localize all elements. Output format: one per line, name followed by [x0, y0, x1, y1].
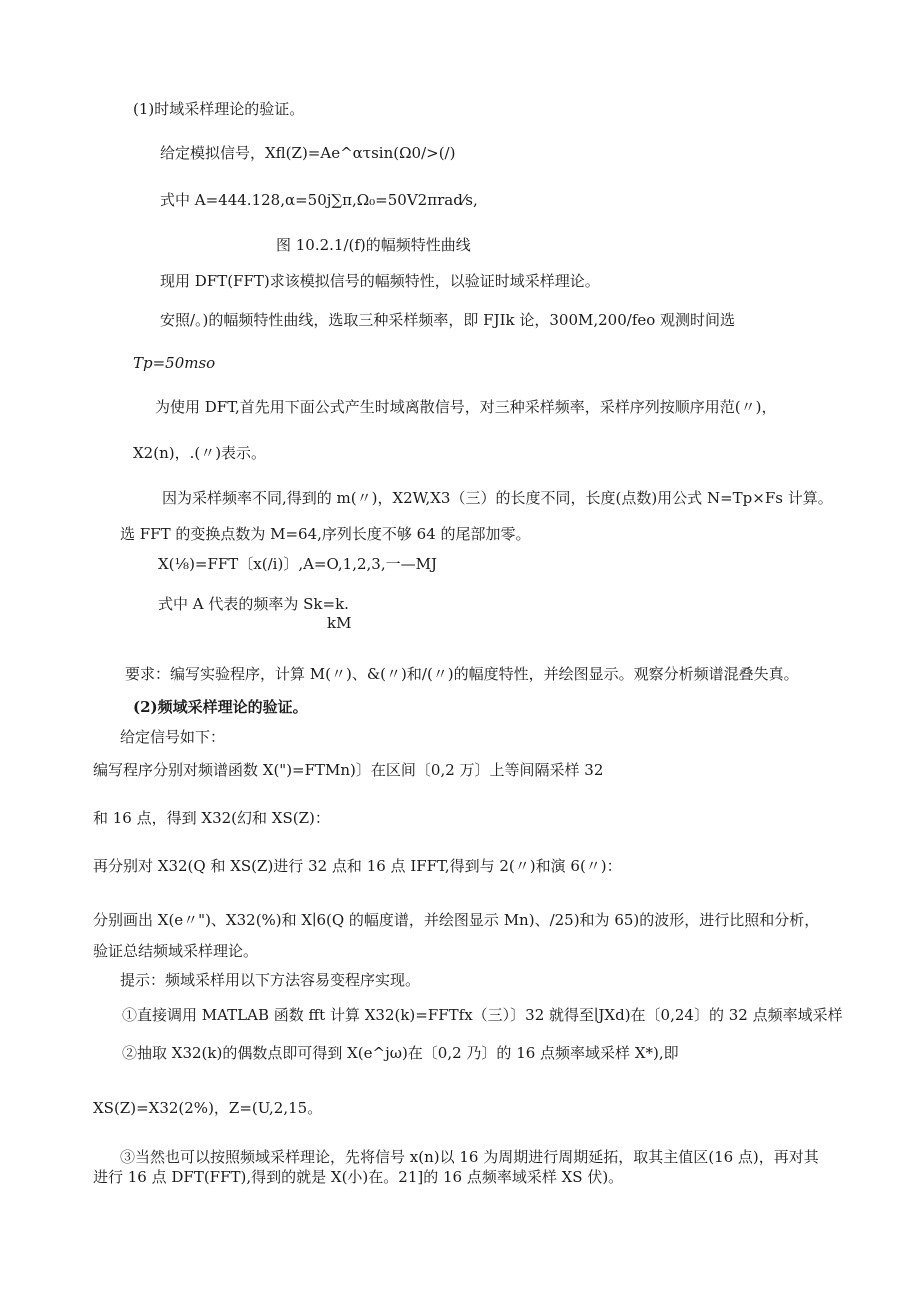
given-signal-intro: 给定信号如下：: [120, 728, 226, 746]
hint-step-3-line-2: 进行 16 点 DFT(FFT),得到的就是 X(小)在。21]的 16 点频率域采样 XS 伏)。: [93, 1168, 624, 1186]
frequency-formula: 式中 A 代表的频率为 Sk=k.: [158, 595, 349, 613]
section-2-heading: (2)频域采样理论的验证。: [133, 698, 308, 716]
paragraph-ifft: 再分别对 X32(Q 和 XS(Z)进行 32 点和 16 点 IFFT,得到与 2(〃)和演 6(〃)：: [93, 857, 622, 875]
paragraph-verify: 验证总结频域采样理论。: [93, 942, 259, 960]
paragraph-fft-points: 选 FFT 的变换点数为 M=64,序列长度不够 64 的尾部加零。: [120, 525, 531, 543]
paragraph-dft-purpose: 现用 DFT(FFT)求该模拟信号的幅频特性，以验证时域采样理论。: [160, 272, 600, 290]
paragraph-sample-results: 和 16 点，得到 X32(幻和 XS(Z)：: [93, 809, 330, 827]
paragraph-discrete-signal: 为使用 DFT,首先用下面公式产生时域离散信号，对三种采样频率，采样序列按顺序用范(〃)，: [155, 398, 777, 416]
sequence-notation: X2(n)，.(〃)表示。: [133, 444, 267, 462]
paragraph-sampling-freq: 安照/。)的幅频特性曲线，选取三种采样频率，即 FJIk 论，300M,200/feo 观测时间选: [160, 311, 736, 329]
observation-time: Tp=50msο: [133, 354, 216, 372]
paragraph-plot-spectra: 分别画出 X(e〃")、X32(%)和 X∣6(Q 的幅度谱，并绘图显示 Mn)、/25)和为 65)的波形，进行比照和分析，: [93, 911, 820, 929]
figure-caption: 图 10.2.1/(f)的幅频特性曲线: [276, 236, 471, 254]
hint-step-1: ①直接调用 MATLAB 函数 fft 计算 X32(k)=FFTfx（三）〕32 就得至∣JXd)在〔0,24〕的 32 点频率域采样: [122, 1006, 843, 1024]
paragraph-spectrum-sampling: 编写程序分别对频谱函数 X(")=FTMn)〕在区间〔0,2 万〕上等间隔采样 32: [93, 761, 604, 779]
hint-step-2-formula: XS(Z)=X32(2%)，Z=(U,2,15。: [93, 1099, 323, 1117]
paragraph-length-formula: 因为采样频率不同,得到的 m(〃)，X2W,X3（三）的长度不同，长度(点数)用公式 N=Tp×Fs 计算。: [162, 489, 833, 507]
parameter-definition: 式中 A=444.128,α=50j∑π,Ω₀=50V2πrad⁄s,: [160, 191, 478, 209]
requirement-paragraph: 要求：编写实验程序，计算 M(〃)、&(〃)和/(〃)的幅度特性，并绘图显示。观察分析频谱混叠失真。: [125, 665, 799, 683]
given-analog-signal: 给定模拟信号，Xfl(Z)=Ae^ατsin(Ω0/>(/): [160, 144, 456, 162]
section-1-heading: (1)时域采样理论的验证。: [133, 100, 305, 118]
hint-step-3-line-1: ③当然也可以按照频域采样理论，先将信号 x(n)以 16 为周期进行周期延拓，取其主值区(16 点)，再对其: [120, 1148, 819, 1166]
fft-formula: X(⅛)=FFT〔x(/i)〕,A=O,1,2,3,一—MJ: [158, 555, 437, 573]
hint-step-2: ②抽取 X32(k)的偶数点即可得到 X(e^jω)在〔0,2 乃〕的 16 点频率域采样 X*),即: [122, 1044, 679, 1062]
frequency-formula-denominator: kM: [327, 614, 352, 632]
hint-intro: 提示：频域采样用以下方法容易变程序实现。: [120, 971, 421, 989]
